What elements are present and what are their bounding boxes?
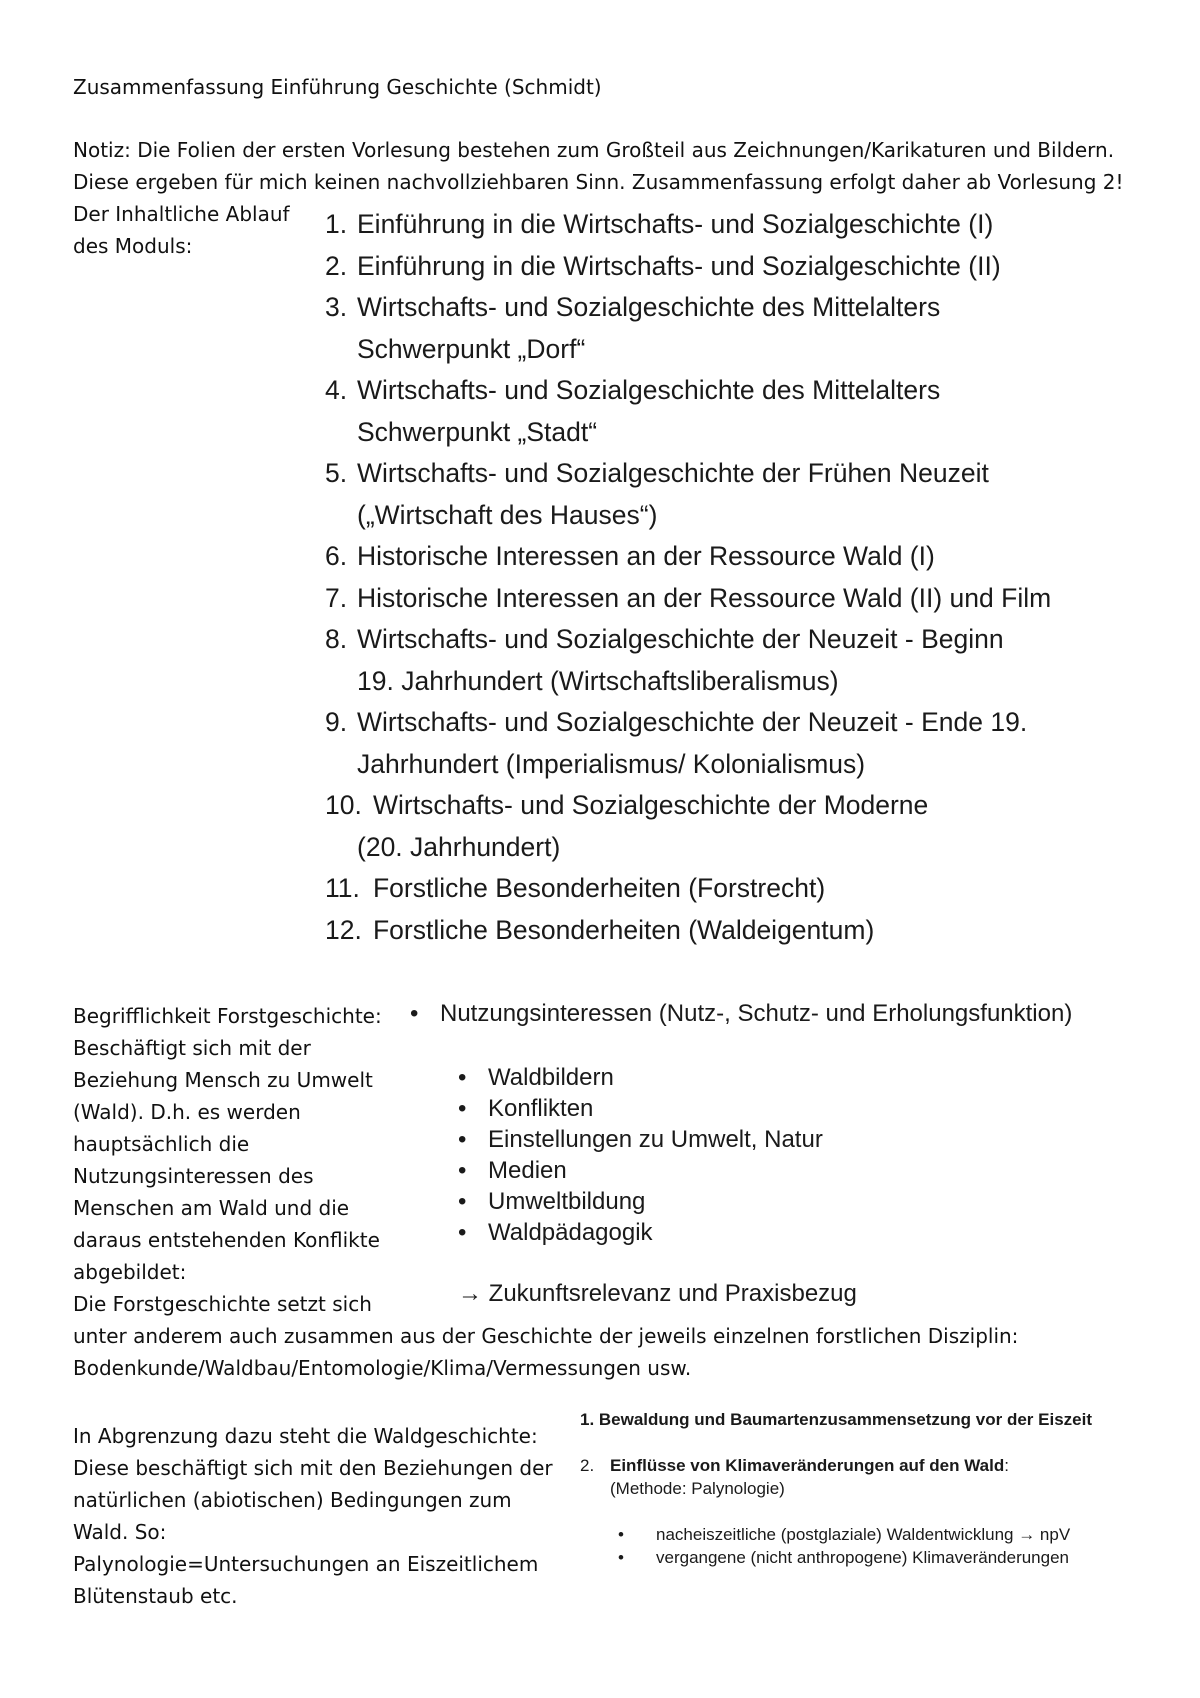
module-item: 4. Wirtschafts- und Sozialgeschichte des Mittelalters Schwerpunkt „Stadt“: [325, 375, 941, 447]
forst-line: hauptsächlich die: [73, 1132, 250, 1156]
slide3-item-1: 1. Bewaldung und Baumartenzusammensetzung vor der Eiszeit: [580, 1410, 1092, 1429]
bullet-icon: •: [458, 1157, 467, 1184]
forst-continuation-2: Bodenkunde/Waldbau/Entomologie/Klima/Vermessungen usw.: [73, 1356, 692, 1380]
module-item: 8. Wirtschafts- und Sozialgeschichte der Neuzeit - Beginn 19. Jahrhundert (Wirtschaftsliberalismus): [325, 624, 1004, 696]
wald-text: [73, 1420, 553, 1612]
module-item: 12. Forstliche Besonderheiten (Waldeigentum): [325, 914, 875, 945]
list-item: • Konflikten: [458, 1095, 594, 1122]
arrow-conclusion: → Zukunftsrelevanz und Praxisbezug: [458, 1280, 857, 1307]
module-item: 2. Einführung in die Wirtschafts- und Sozialgeschichte (II): [325, 250, 1001, 281]
forst-line: Beziehung Mensch zu Umwelt: [73, 1068, 373, 1092]
bullet-icon: •: [458, 1219, 467, 1246]
list-item: • Waldpädagogik: [458, 1219, 653, 1246]
module-item: 9. Wirtschafts- und Sozialgeschichte der Neuzeit - Ende 19. Jahrhundert (Imperialismus/ Kolonialismus): [325, 707, 1028, 779]
forst-line: abgebildet:: [73, 1260, 187, 1284]
forst-line: daraus entstehenden Konflikte: [73, 1228, 380, 1252]
slide3-sub-list: [618, 1523, 1070, 1569]
slide-bullet-list: [458, 1062, 823, 1248]
list-item: • vergangene (nicht anthropogene) Klimaveränderungen: [618, 1548, 1070, 1567]
bullet-icon: •: [458, 1095, 467, 1122]
list-item: • Umweltbildung: [458, 1188, 646, 1215]
list-item: • Waldbildern: [458, 1064, 614, 1091]
bullet-icon: •: [458, 1188, 467, 1215]
module-item: 11. Forstliche Besonderheiten (Forstrecht): [325, 873, 826, 903]
slide3-method: (Methode: Palynologie): [610, 1479, 785, 1498]
slide-headline: • Nutzungsinteressen (Nutz-, Schutz- und Erholungsfunktion): [410, 1000, 1073, 1027]
module-list: [325, 204, 1185, 951]
slide3-item-2: 2. Einflüsse von Klimaveränderungen auf den Wald:: [580, 1456, 1009, 1475]
list-item: • Einstellungen zu Umwelt, Natur: [458, 1126, 823, 1153]
module-label-line-1: Der Inhaltliche Ablauf: [73, 202, 290, 226]
module-label-line-2: des Moduls:: [73, 234, 193, 258]
forst-line: Nutzungsinteressen des: [73, 1164, 314, 1188]
note-line-1: Notiz: Die Folien der ersten Vorlesung bestehen zum Großteil aus Zeichnungen/Karikaturen und Bildern.: [73, 138, 1115, 162]
forst-line: (Wald). D.h. es werden: [73, 1100, 301, 1124]
module-item: 7. Historische Interessen an der Ressource Wald (II) und Film: [325, 582, 1052, 613]
wald-line: Wald. So:: [73, 1520, 167, 1544]
bullet-icon: •: [618, 1525, 624, 1544]
bullet-icon: •: [410, 1000, 419, 1027]
forst-continuation-1: unter anderem auch zusammen aus der Geschichte der jeweils einzelnen forstlichen Disziplin:: [73, 1324, 1019, 1348]
module-item: 1. Einführung in die Wirtschafts- und Sozialgeschichte (I): [325, 209, 994, 239]
forst-line: Begrifflichkeit Forstgeschichte:: [73, 1004, 382, 1028]
module-item: 10. Wirtschafts- und Sozialgeschichte der Moderne (20. Jahrhundert): [325, 790, 929, 862]
list-item: • nacheiszeitliche (postglaziale) Waldentwicklung → npV: [618, 1525, 1071, 1544]
module-item: 3. Wirtschafts- und Sozialgeschichte des Mittelalters Schwerpunkt „Dorf“: [325, 292, 941, 364]
module-item: 5. Wirtschafts- und Sozialgeschichte der Frühen Neuzeit („Wirtschaft des Hauses“): [325, 458, 989, 530]
wald-line: Blütenstaub etc.: [73, 1584, 238, 1608]
forst-line: Menschen am Wald und die: [73, 1196, 350, 1220]
forst-line: Die Forstgeschichte setzt sich: [73, 1292, 372, 1316]
list-item: • Medien: [458, 1157, 567, 1184]
note-line-2: Diese ergeben für mich keinen nachvollziehbaren Sinn. Zusammenfassung erfolgt daher ab Vorlesung 2!: [73, 170, 1124, 194]
bullet-icon: •: [618, 1548, 624, 1567]
wald-line: In Abgrenzung dazu steht die Waldgeschichte:: [73, 1424, 538, 1448]
wald-line: Diese beschäftigt sich mit den Beziehungen der: [73, 1456, 553, 1480]
module-item: 6. Historische Interessen an der Ressource Wald (I): [325, 541, 935, 571]
page-title: Zusammenfassung Einführung Geschichte (Schmidt): [73, 75, 602, 99]
bullet-icon: •: [458, 1064, 467, 1091]
wald-line: natürlichen (abiotischen) Bedingungen zum: [73, 1488, 512, 1512]
forst-line: Beschäftigt sich mit der: [73, 1036, 311, 1060]
bullet-icon: •: [458, 1126, 467, 1153]
wald-line: Palynologie=Untersuchungen an Eiszeitlichem: [73, 1552, 539, 1576]
